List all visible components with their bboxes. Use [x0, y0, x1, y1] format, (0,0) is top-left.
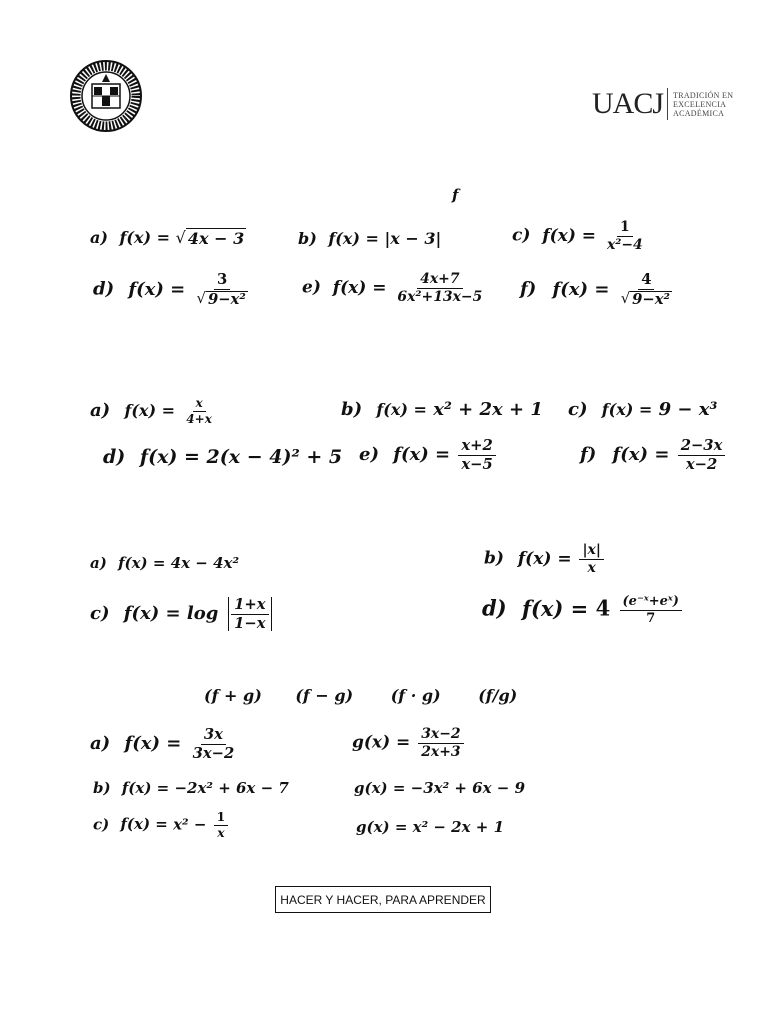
numerator: 1+x — [231, 597, 268, 615]
numerator: 1 — [617, 220, 633, 237]
s4-row-c-g — [356, 818, 504, 836]
fx-label: f(x) = — [124, 733, 182, 754]
s4-row-a-f — [90, 727, 239, 761]
item-label: f) — [520, 278, 537, 300]
fraction — [183, 397, 215, 425]
item-label: b) — [93, 779, 111, 797]
numerator: |x| — [579, 543, 603, 560]
numerator: x+2 — [458, 438, 495, 456]
brand-wordmark: UACJ — [592, 87, 664, 120]
item-label: f) — [580, 444, 597, 465]
denominator: 4+x — [186, 411, 212, 426]
denominator: 3x−2 — [192, 744, 235, 762]
s1-item-b — [298, 229, 441, 248]
fraction — [231, 597, 268, 631]
expression: 9 − x³ — [658, 399, 718, 420]
fx-label: f(x) = — [552, 278, 610, 300]
s2-item-b — [341, 399, 543, 420]
item-label: b) — [298, 229, 317, 248]
denominator: √ 9−x² — [620, 289, 670, 308]
fx-label: f(x) = — [521, 595, 589, 621]
item-label: d) — [482, 595, 507, 621]
expression: |x − 3| — [384, 229, 442, 248]
sqrt-expression: √ 4x − 3 — [175, 228, 245, 248]
expression: −2x² + 6x − 7 — [174, 779, 289, 797]
brand-tagline — [673, 91, 733, 118]
university-seal — [70, 60, 142, 132]
s2-item-e — [359, 438, 498, 472]
fx-label: f(x) = — [124, 401, 176, 421]
item-label: d) — [103, 446, 126, 468]
denominator: x — [217, 824, 225, 840]
fraction — [214, 811, 229, 840]
fraction — [604, 220, 646, 252]
fraction — [579, 543, 603, 575]
op-sum: (f + g) — [204, 686, 262, 705]
motto-box: HACER Y HACER, PARA APRENDER — [275, 886, 491, 913]
denominator: x — [587, 559, 596, 576]
denominator: x²−4 — [606, 236, 643, 253]
fx-label: f(x) = — [612, 444, 670, 465]
expression: x² + 2x + 1 — [433, 399, 543, 420]
fraction — [194, 272, 251, 307]
fx-label: f(x) = — [121, 779, 170, 797]
fraction — [458, 438, 495, 472]
s3-item-d — [482, 595, 684, 625]
seal-icon — [70, 60, 142, 132]
item-label: c) — [93, 815, 110, 834]
denominator: 2x+3 — [421, 743, 461, 760]
denominator: 1−x — [234, 614, 266, 632]
denominator: x−2 — [685, 455, 718, 473]
fx-label: f(x) = — [332, 277, 387, 298]
tagline-line-2: EXCELENCIA — [673, 99, 727, 109]
fx-label: f(x) = — [120, 815, 168, 834]
coefficient: 4 — [595, 595, 611, 621]
numerator: x — [193, 397, 206, 412]
denominator: 6x²+13x−5 — [397, 288, 483, 305]
item-label: e) — [359, 444, 379, 465]
item-label: c) — [568, 399, 588, 420]
s2-item-a — [90, 397, 217, 425]
uacj-logo — [592, 84, 733, 124]
item-label: e) — [302, 277, 321, 298]
fraction — [190, 727, 238, 761]
numerator: 3x — [201, 727, 226, 745]
s3-item-c — [90, 597, 272, 631]
item-label: a) — [90, 554, 107, 572]
item-label: b) — [341, 399, 363, 420]
s2-item-d — [103, 446, 342, 468]
numerator: 3 — [214, 272, 230, 290]
fraction — [678, 438, 726, 472]
radicand: 9−x² — [632, 290, 670, 308]
item-label: b) — [484, 548, 504, 569]
item-label: d) — [93, 278, 115, 300]
log-function: log — [186, 603, 219, 624]
fx-label: f(x) = — [393, 444, 451, 465]
item-label: a) — [90, 733, 111, 754]
expression: 4x − 4x² — [170, 554, 240, 572]
op-quotient: (f/g) — [478, 686, 518, 705]
item-label: a) — [90, 400, 111, 422]
s4-row-a-g — [352, 727, 466, 759]
fx-label: f(x) = — [128, 278, 186, 300]
expression: −3x² + 6x − 9 — [410, 779, 526, 797]
s1-item-c — [512, 220, 648, 252]
numerator: 3x−2 — [418, 727, 463, 744]
expression: 2(x − 4)² + 5 — [206, 446, 343, 468]
numerator: 4 — [638, 272, 654, 290]
s3-item-b — [484, 543, 606, 575]
s4-row-b-g — [354, 779, 525, 797]
op-product: (f · g) — [390, 686, 441, 705]
s1-item-e — [302, 272, 487, 304]
abs-bar-right — [271, 597, 273, 631]
s2-item-f — [580, 438, 727, 472]
expression: x² − — [173, 815, 207, 834]
gx-label: g(x) = — [356, 818, 408, 836]
fraction — [418, 727, 463, 759]
item-label: c) — [512, 225, 531, 246]
fraction — [620, 595, 682, 625]
op-difference: (f − g) — [295, 686, 354, 705]
s1-item-f — [520, 272, 677, 307]
fx-label: f(x) = — [123, 603, 181, 624]
gx-label: g(x) = — [354, 779, 406, 797]
radicand: 4x − 3 — [187, 229, 245, 248]
fx-label: f(x) = — [376, 400, 427, 419]
item-label: a) — [90, 228, 108, 247]
expression: x² − 2x + 1 — [412, 818, 505, 836]
numerator: 4x+7 — [417, 272, 462, 289]
s4-row-c-f — [93, 811, 230, 840]
fx-label: f(x) = — [119, 228, 171, 247]
denominator: √ 9−x² — [196, 289, 246, 308]
gx-label: g(x) = — [352, 732, 411, 753]
fx-label: f(x) = — [139, 446, 200, 468]
section1-heading: f — [452, 186, 459, 204]
operations-row — [204, 686, 517, 705]
tagline-line-3: ACADÉMICA — [673, 108, 725, 118]
denominator: 7 — [646, 610, 656, 626]
numerator: 2−3x — [678, 438, 726, 456]
fx-label: f(x) = — [517, 548, 572, 569]
logo-divider — [667, 88, 668, 120]
fraction — [394, 272, 485, 304]
fx-label: f(x) = — [328, 229, 379, 248]
numerator: (e⁻ˣ+eˣ) — [620, 595, 682, 611]
item-label: c) — [90, 603, 110, 624]
s2-item-c — [568, 399, 717, 420]
denominator: x−5 — [461, 455, 493, 473]
radicand: 9−x² — [207, 290, 246, 308]
numerator: 1 — [214, 811, 229, 826]
tagline-line-1: TRADICIÓN EN — [673, 90, 734, 100]
fx-label: f(x) = — [118, 554, 166, 572]
abs-bar-left — [228, 597, 230, 631]
s3-item-a — [90, 554, 239, 572]
fx-label: f(x) = — [542, 225, 597, 246]
s1-item-d — [93, 272, 253, 307]
s1-item-a — [90, 228, 246, 248]
s4-row-b-f — [93, 779, 289, 797]
fraction — [618, 272, 675, 307]
fx-label: f(x) = — [601, 400, 653, 419]
